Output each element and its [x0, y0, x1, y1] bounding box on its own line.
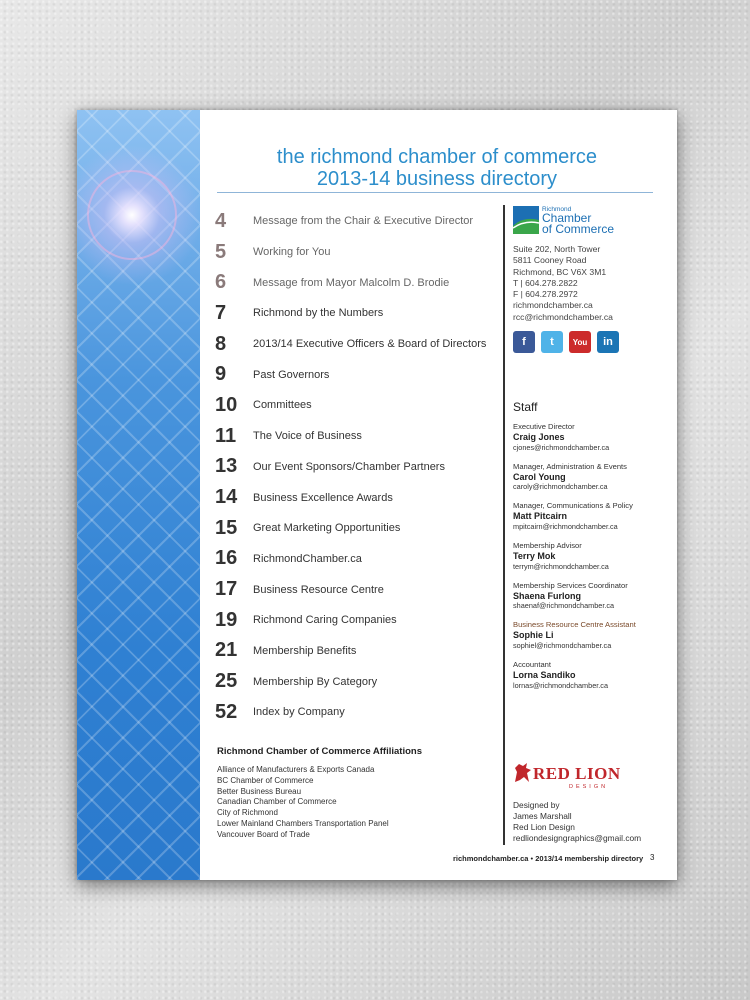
table-of-contents — [215, 206, 505, 728]
toc-entry[interactable] — [215, 329, 505, 360]
toc-entry[interactable] — [215, 452, 505, 483]
logo-line-1: Chamber — [542, 211, 592, 225]
staff-role: Business Resource Centre Assistant — [513, 620, 636, 630]
affiliations-title: Richmond Chamber of Commerce Affiliations — [217, 746, 422, 757]
toc-page-number: 9 — [215, 363, 227, 386]
page-title — [217, 146, 657, 190]
toc-entry[interactable] — [215, 359, 505, 390]
contact-line[interactable]: rcc@richmondchamber.ca — [513, 311, 613, 322]
lens-flare-graphic — [87, 170, 177, 260]
red-lion-logo — [513, 762, 643, 796]
toc-entry[interactable] — [215, 482, 505, 513]
toc-page-number: 25 — [215, 670, 238, 693]
staff-name: Carol Young — [513, 471, 566, 482]
red-lion-logo-subtext: DESIGN — [569, 784, 609, 790]
toc-entry-label: 2013/14 Executive Officers & Board of Directors — [253, 338, 487, 351]
staff-email-link[interactable]: mpitcairn@richmondchamber.ca — [513, 521, 618, 531]
designer-credit-line[interactable]: redliondesigngraphics@gmail.com — [513, 833, 642, 843]
toc-entry-label: Past Governors — [253, 368, 330, 381]
affiliation-item: Alliance of Manufacturers & Exports Canada — [217, 765, 375, 774]
staff-entry — [513, 620, 673, 660]
toc-page-number: 7 — [215, 301, 227, 324]
staff-name: Craig Jones — [513, 432, 565, 442]
affiliation-item: Vancouver Board of Trade — [217, 829, 310, 839]
toc-page-number: 14 — [215, 486, 238, 509]
toc-entry[interactable] — [215, 390, 505, 421]
toc-entry-label: Committees — [253, 399, 312, 412]
toc-page-number: 6 — [215, 271, 227, 294]
staff-name: Terry Mok — [513, 551, 556, 562]
toc-entry[interactable] — [215, 544, 505, 575]
toc-entry-label: The Voice of Business — [253, 430, 362, 443]
toc-page-number: 19 — [215, 608, 238, 631]
toc-page-number: 11 — [215, 424, 237, 447]
affiliation-item: Canadian Chamber of Commerce — [217, 797, 337, 807]
staff-email-link[interactable]: cjones@richmondchamber.ca — [513, 442, 610, 452]
staff-role: Membership Services Coordinator — [513, 580, 628, 590]
toc-entry[interactable] — [215, 697, 505, 728]
staff-name: Shaena Furlong — [513, 590, 582, 601]
toc-page-number: 5 — [215, 240, 227, 263]
toc-entry[interactable] — [215, 574, 505, 605]
designer-credit-line: James Marshall — [513, 811, 572, 821]
logo-small-text: Richmond — [542, 206, 572, 213]
staff-heading: Staff — [513, 400, 538, 414]
toc-entry-label: Richmond Caring Companies — [253, 614, 397, 627]
staff-entry — [513, 660, 673, 700]
contact-line[interactable]: richmondchamber.ca — [513, 300, 593, 311]
page-number: 3 — [650, 853, 655, 862]
affiliation-item: City of Richmond — [217, 808, 278, 818]
toc-entry-label: Index by Company — [253, 706, 345, 719]
toc-entry-label: Business Resource Centre — [253, 583, 384, 596]
affiliations-section — [217, 746, 497, 841]
affiliation-item: BC Chamber of Commerce — [217, 775, 314, 785]
staff-email-link[interactable]: caroly@richmondchamber.ca — [513, 482, 608, 492]
chamber-logo-icon — [513, 206, 539, 234]
facebook-icon[interactable]: f — [513, 331, 535, 353]
contact-address — [513, 244, 663, 323]
toc-page-number: 17 — [215, 578, 238, 601]
red-lion-logo-text: RED LION — [533, 764, 621, 783]
toc-entry-label: Richmond by the Numbers — [253, 307, 384, 320]
toc-entry-label: Great Marketing Opportunities — [253, 522, 401, 535]
contact-line: Suite 202, North Tower — [513, 244, 601, 254]
toc-page-number: 15 — [215, 516, 238, 539]
toc-entry-label: Message from the Chair & Executive Director — [253, 215, 474, 228]
toc-page-number: 16 — [215, 547, 238, 570]
staff-role: Manager, Administration & Events — [513, 461, 627, 471]
toc-page-number: 21 — [215, 639, 238, 662]
toc-entry-label: Our Event Sponsors/Chamber Partners — [253, 460, 445, 473]
lion-icon — [513, 762, 533, 784]
toc-entry-label: Message from Mayor Malcolm D. Brodie — [253, 276, 450, 289]
directory-page — [77, 110, 677, 880]
staff-entry — [513, 462, 673, 502]
affiliation-item: Lower Mainland Chambers Transportation Panel — [217, 818, 389, 828]
staff-name: Sophie Li — [513, 630, 554, 641]
staff-entry — [513, 501, 673, 541]
toc-entry[interactable] — [215, 513, 505, 544]
designer-credit-line: Designed by — [513, 800, 560, 810]
title-divider — [217, 192, 653, 193]
toc-page-number: 10 — [215, 393, 238, 416]
decorative-sidebar — [77, 110, 200, 880]
linkedin-icon[interactable]: in — [597, 331, 619, 353]
toc-entry[interactable] — [215, 237, 505, 268]
affiliations-list — [217, 765, 497, 841]
staff-role: Accountant — [513, 660, 551, 670]
contact-line: 5811 Cooney Road — [513, 255, 587, 266]
toc-page-number: 8 — [215, 332, 227, 355]
staff-role: Manager, Communications & Policy — [513, 501, 633, 511]
toc-page-number: 4 — [215, 209, 227, 232]
toc-entry[interactable] — [215, 267, 505, 298]
toc-entry[interactable] — [215, 605, 505, 636]
contact-line: F | 604.278.2972 — [513, 289, 578, 300]
staff-email-link[interactable]: shaenaf@richmondchamber.ca — [513, 601, 615, 611]
toc-entry[interactable] — [215, 421, 505, 452]
page-footer — [453, 854, 643, 863]
toc-entry[interactable] — [215, 206, 505, 237]
staff-email-link[interactable]: lornas@richmondchamber.ca — [513, 680, 609, 690]
staff-name: Matt Pitcairn — [513, 511, 568, 522]
staff-email-link[interactable]: terrym@richmondchamber.ca — [513, 561, 609, 571]
staff-role: Membership Advisor — [513, 541, 582, 551]
toc-entry-label: RichmondChamber.ca — [253, 552, 362, 565]
staff-email-link[interactable]: sophiel@richmondchamber.ca — [513, 640, 612, 650]
toc-entry-label: Membership Benefits — [253, 644, 357, 657]
contact-line: T | 604.278.2822 — [513, 277, 578, 288]
staff-entry — [513, 581, 673, 621]
footer-separator: • — [528, 854, 536, 863]
chamber-logo — [513, 206, 663, 240]
toc-entry-label: Membership By Category — [253, 675, 378, 688]
staff-role: Executive Director — [513, 422, 575, 431]
social-icons — [513, 331, 663, 353]
footer-site: richmondchamber.ca — [453, 854, 529, 863]
toc-entry[interactable] — [215, 666, 505, 697]
toc-entry-label: Business Excellence Awards — [253, 491, 393, 504]
toc-entry[interactable] — [215, 298, 505, 329]
column-divider — [503, 205, 505, 845]
affiliation-item: Better Business Bureau — [217, 786, 302, 796]
youtube-icon[interactable]: You — [569, 331, 591, 353]
staff-name: Lorna Sandiko — [513, 670, 576, 681]
title-line-2: 2013-14 business directory — [316, 168, 558, 190]
staff-list — [513, 422, 673, 700]
title-line-1: the richmond chamber of commerce — [276, 146, 598, 168]
toc-entry-label: Working for You — [253, 246, 331, 259]
toc-page-number: 13 — [215, 455, 238, 478]
designer-credits — [513, 800, 641, 844]
logo-line-2: of Commerce — [542, 222, 615, 236]
contact-column — [513, 206, 663, 353]
staff-entry — [513, 541, 673, 581]
designer-credit-line: Red Lion Design — [513, 822, 575, 832]
twitter-icon[interactable]: t — [541, 331, 563, 353]
toc-entry[interactable] — [215, 636, 505, 667]
footer-text: 2013/14 membership directory — [535, 854, 644, 863]
toc-page-number: 52 — [215, 700, 238, 723]
staff-entry — [513, 422, 673, 462]
contact-line: Richmond, BC V6X 3M1 — [513, 266, 607, 277]
